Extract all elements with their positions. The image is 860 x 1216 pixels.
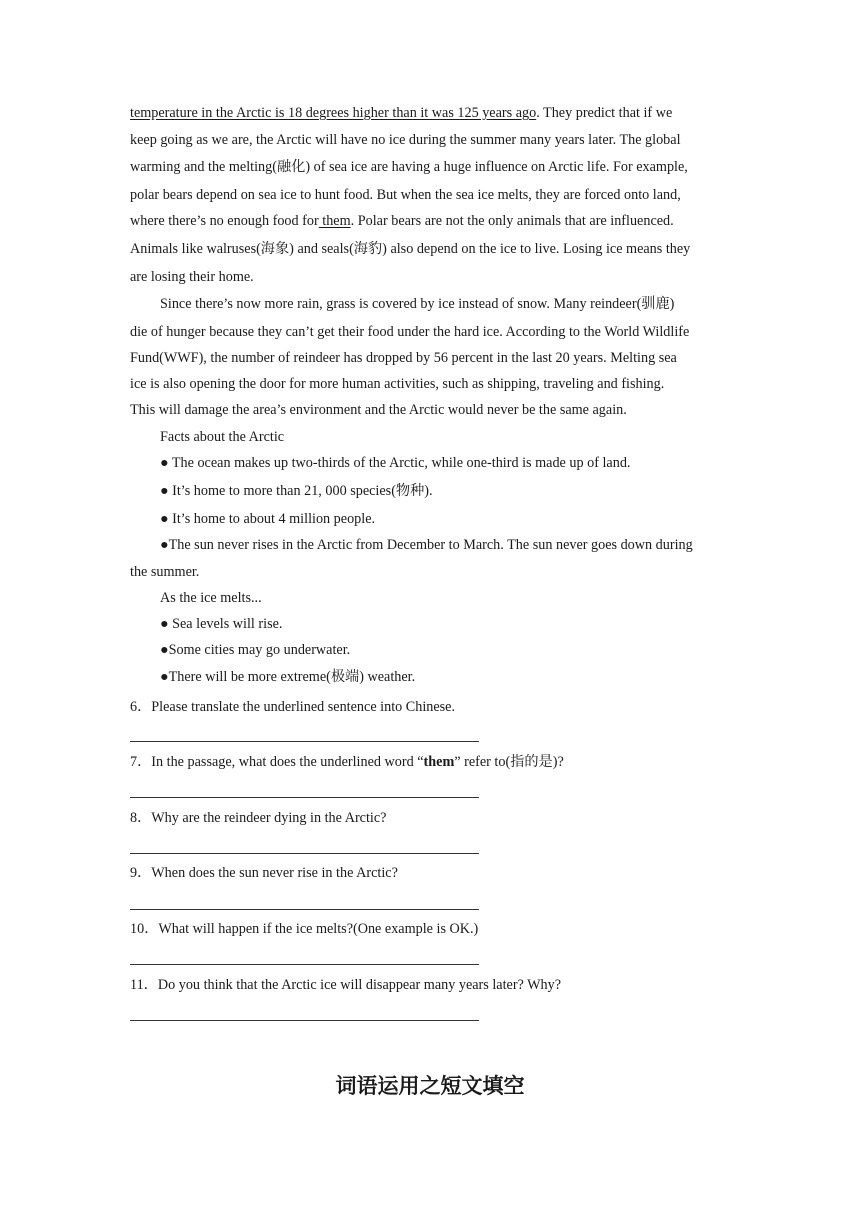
passage-line: die of hunger because they can’t get their food under the hard ice. According to the World Wildlife [130,324,690,340]
answer-line-9[interactable] [130,909,479,910]
passage-line: ice is also opening the door for more human activities, such as shipping, traveling and fishing. [130,376,665,392]
answer-line-7[interactable] [130,797,479,798]
melts-item: ●Some cities may go underwater. [160,642,351,658]
answer-line-6[interactable] [130,741,479,742]
passage-line: are losing their home. [130,269,254,285]
passage-line: This will damage the area’s environment and the Arctic would never be the same again. [130,402,627,418]
fact-item: ● It’s home to about 4 million people. [160,511,376,527]
melts-item: ●There will be more extreme(极端) weather. [160,669,416,685]
answer-line-11[interactable] [130,1020,479,1021]
passage-line: temperature in the Arctic is 18 degrees higher than it was 125 years ago. They predict that if we [130,105,673,121]
underlined-sentence: temperature in the Arctic is 18 degrees higher than it was 125 years ago [130,105,537,121]
question-11: 11．Do you think that the Arctic ice will disappear many years later? Why? [130,977,562,993]
passage-line: Fund(WWF), the number of reindeer has dropped by 56 percent in the last 20 years. Melting sea [130,350,677,366]
question-8: 8．Why are the reindeer dying in the Arctic? [130,810,387,826]
question-6: 6．Please translate the underlined sentence into Chinese. [130,699,456,715]
section-title: 词语运用之短文填空 [335,1074,525,1098]
answer-line-8[interactable] [130,853,479,854]
fact-item: ●The sun never rises in the Arctic from December to March. The sun never goes down during [160,537,693,553]
passage-line: keep going as we are, the Arctic will have no ice during the summer many years later. The global [130,132,681,148]
answer-line-10[interactable] [130,964,479,965]
underlined-word-them: them [318,213,351,229]
passage-line: where there’s no enough food for them. Polar bears are not the only animals that are influenced. [130,213,674,229]
fact-item-continued: the summer. [130,564,200,580]
facts-heading: Facts about the Arctic [160,429,285,445]
passage-line: polar bears depend on sea ice to hunt food. But when the sea ice melts, they are forced onto land, [130,187,681,203]
fact-item: ● The ocean makes up two-thirds of the Arctic, while one-third is made up of land. [160,455,631,471]
passage-line: Animals like walruses(海象) and seals(海豹) also depend on the ice to live. Losing ice means they [130,241,691,257]
melts-heading: As the ice melts... [160,590,262,606]
question-9: 9．When does the sun never rise in the Arctic? [130,865,398,881]
fact-item: ● It’s home to more than 21, 000 species(物种). [160,483,433,499]
melts-item: ● Sea levels will rise. [160,616,283,632]
passage-line: Since there’s now more rain, grass is covered by ice instead of snow. Many reindeer(驯鹿) [160,296,675,312]
question-10: 10．What will happen if the ice melts?(One example is OK.) [130,921,479,937]
passage-line: warming and the melting(融化) of sea ice are having a huge influence on Arctic life. For example, [130,159,688,175]
question-7: 7．In the passage, what does the underlined word “them” refer to(指的是)? [130,754,564,770]
